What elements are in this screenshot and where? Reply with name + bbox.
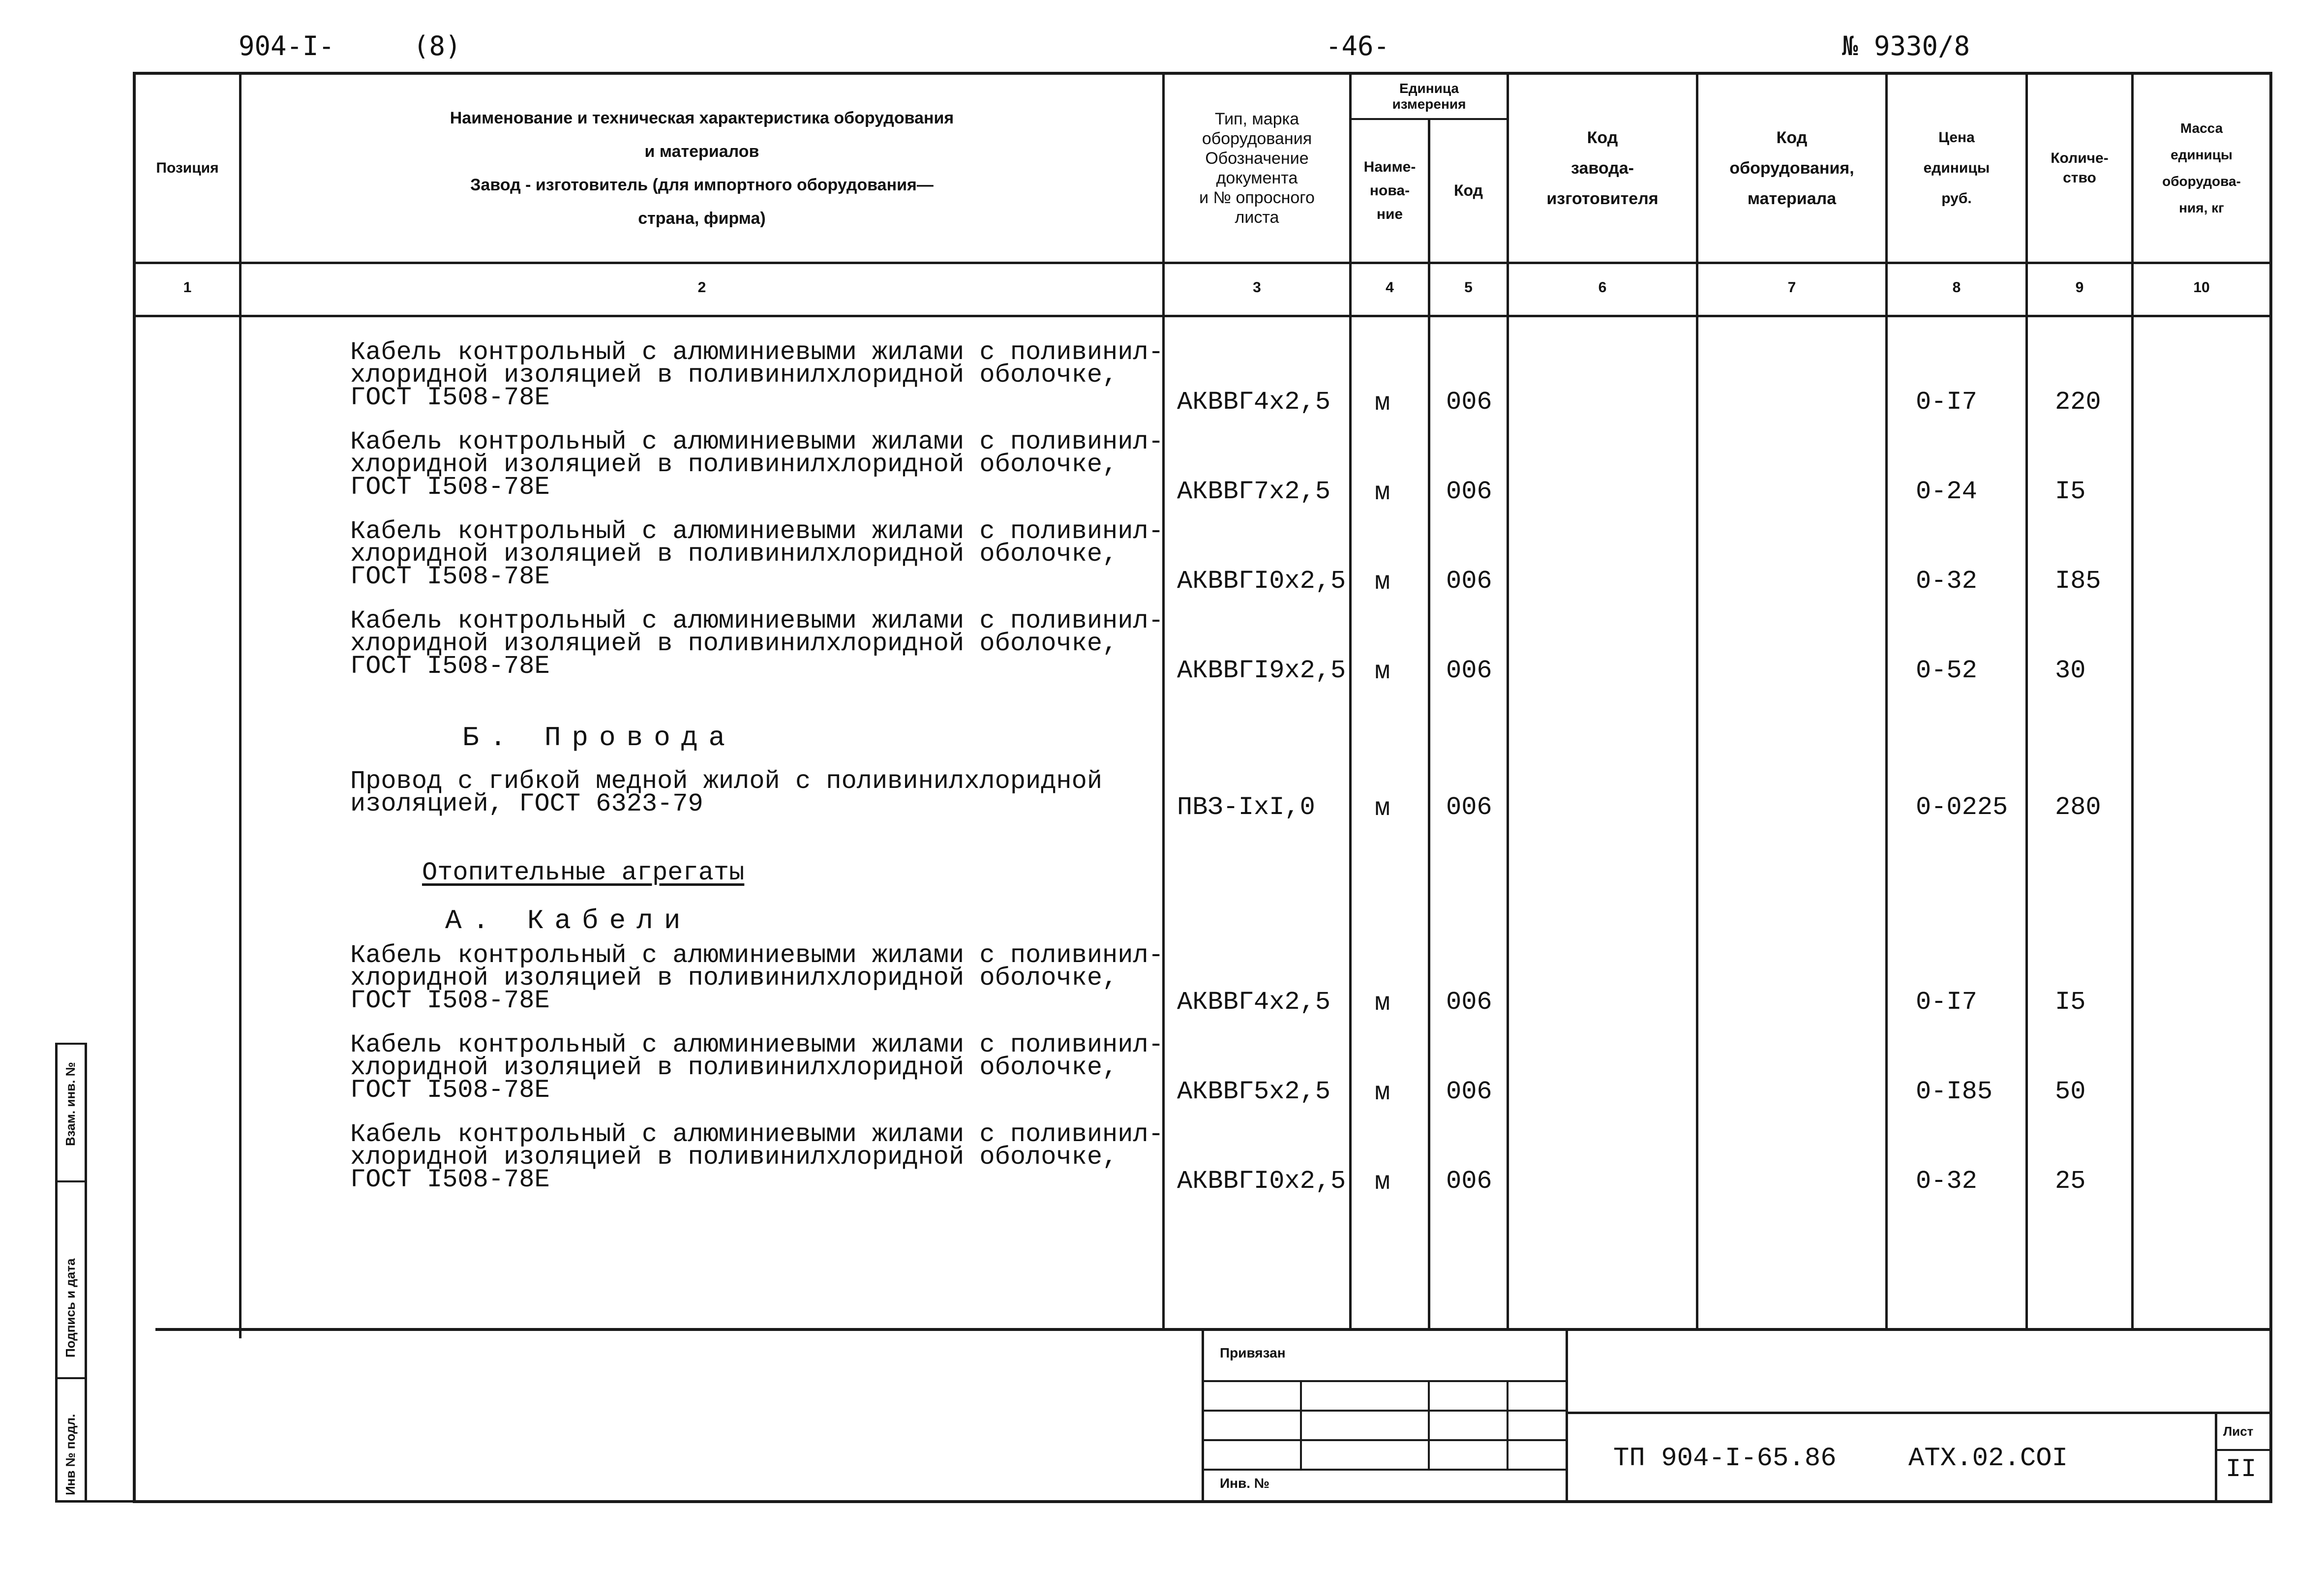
row-unit: м (1375, 478, 1390, 507)
row-type: АКВВГI0х2,5 (1177, 1167, 1346, 1196)
row-unit: м (1375, 568, 1390, 597)
column-number: 5 (1464, 279, 1473, 296)
bound-label: Привязан (1220, 1345, 1286, 1360)
document-code: АТХ.02.СОI (1908, 1444, 2068, 1474)
row-unit-code: 006 (1446, 388, 1492, 417)
row-unit: м (1375, 657, 1390, 686)
row-description: Провод с гибкой медной жилой с поливинилхлоридной изоляцией, ГОСТ 6323-79 (350, 767, 1103, 818)
signature-date-label: Подпись и дата (63, 1258, 78, 1358)
header-position: Позиция (156, 159, 219, 176)
column-number: 8 (1952, 279, 1961, 296)
row-description: Кабель контрольный с алюминиевыми жилами с поливинил- хлоридной изоляцией в поливинилхлоридной оболочке, ГОСТ I508-78Е (350, 1120, 1164, 1194)
row-unit-code: 006 (1446, 656, 1492, 685)
row-unit: м (1375, 989, 1390, 1018)
row-type: АКВВГI0х2,5 (1177, 567, 1346, 596)
row-unit-code: 006 (1446, 1167, 1492, 1196)
row-unit-code: 006 (1446, 567, 1492, 596)
row-price: 0-52 (1916, 656, 1977, 685)
page-number: -46- (1326, 30, 1390, 61)
header-name: Наименование и техническая характеристика оборудования и материалов Завод - изготовитель (для импортного оборудования— страна, фирма) (450, 109, 954, 228)
row-unit-code: 006 (1446, 793, 1492, 822)
header-manufacturer-code: Код завода- изготовителя (1546, 128, 1659, 208)
series-label: 904-I- (239, 30, 335, 61)
column-number: 3 (1253, 279, 1261, 296)
row-quantity: I85 (2055, 567, 2101, 596)
original-inventory-label: Инв № подл. (63, 1414, 78, 1495)
document-number: № 9330/8 (1842, 30, 1970, 61)
row-quantity: 220 (2055, 388, 2101, 417)
row-price: 0-I85 (1916, 1077, 1993, 1106)
section-heading: А. Кабели (445, 905, 692, 936)
row-description: Кабель контрольный с алюминиевыми жилами с поливинил- хлоридной изоляцией в поливинилхлоридной оболочке, ГОСТ I508-78Е (350, 338, 1164, 412)
row-price: 0-I7 (1916, 388, 1977, 417)
row-unit: м (1375, 389, 1390, 418)
column-number: 1 (183, 279, 192, 296)
document-designation: ТП 904-I-65.86 (1613, 1444, 1837, 1474)
row-type: АКВВГI9х2,5 (1177, 656, 1346, 685)
header-type: Тип, марка оборудования Обозначение документа и № опросного листа (1199, 110, 1315, 227)
row-quantity: 280 (2055, 793, 2101, 822)
row-type: ПВЗ-IхI,0 (1177, 793, 1315, 822)
row-quantity: 50 (2055, 1077, 2086, 1106)
row-price: 0-32 (1916, 1167, 1977, 1196)
row-type: АКВВГ4х2,5 (1177, 988, 1331, 1017)
group-heading: Отопительные агрегаты (422, 858, 745, 887)
row-unit-code: 006 (1446, 477, 1492, 506)
row-type: АКВВГ7х2,5 (1177, 477, 1331, 506)
row-price: 0-32 (1916, 567, 1977, 596)
sheet-label: Лист (2223, 1424, 2254, 1439)
inventory-label: Инв. № (1220, 1476, 1270, 1491)
row-price: 0-24 (1916, 477, 1977, 506)
row-quantity: I5 (2055, 477, 2086, 506)
row-description: Кабель контрольный с алюминиевыми жилами с поливинил- хлоридной изоляцией в поливинилхлоридной оболочке, ГОСТ I508-78Е (350, 427, 1164, 502)
row-type: АКВВГ4х2,5 (1177, 388, 1331, 417)
column-number: 10 (2193, 279, 2210, 296)
row-unit-code: 006 (1446, 1077, 1492, 1106)
column-number: 7 (1787, 279, 1796, 296)
row-unit: м (1375, 1168, 1390, 1197)
row-unit-code: 006 (1446, 988, 1492, 1017)
column-number: 4 (1386, 279, 1394, 296)
row-price: 0-0225 (1916, 793, 2008, 822)
header-unit-code: Код (1454, 181, 1483, 200)
part-label: (8) (413, 30, 461, 61)
row-unit: м (1375, 1078, 1390, 1107)
row-description: Кабель контрольный с алюминиевыми жилами с поливинил- хлоридной изоляцией в поливинилхлоридной оболочке, ГОСТ I508-78Е (350, 517, 1164, 591)
section-heading: Б. Провода (462, 722, 736, 754)
header-quantity: Количе- ство (2051, 150, 2109, 186)
header-equipment-code: Код оборудования, материала (1729, 128, 1854, 208)
column-number: 6 (1598, 279, 1607, 296)
header-unit-price: Цена единицы руб. (1923, 129, 1990, 207)
row-description: Кабель контрольный с алюминиевыми жилами с поливинил- хлоридной изоляцией в поливинилхлоридной оболочке, ГОСТ I508-78Е (350, 941, 1164, 1015)
header-unit-group: Единица измерения (1392, 81, 1466, 112)
header-unit-name: Наиме- нова- ние (1363, 159, 1416, 222)
replacement-inventory-label: Взам. инв. № (63, 1062, 78, 1146)
column-number: 9 (2075, 279, 2084, 296)
sheet-number: II (2226, 1455, 2257, 1484)
row-quantity: 30 (2055, 656, 2086, 685)
column-number: 2 (697, 279, 706, 296)
row-quantity: 25 (2055, 1167, 2086, 1196)
header-unit-mass: Масса единицы оборудова- ния, кг (2162, 121, 2241, 215)
row-price: 0-I7 (1916, 988, 1977, 1017)
row-type: АКВВГ5х2,5 (1177, 1077, 1331, 1106)
row-description: Кабель контрольный с алюминиевыми жилами с поливинил- хлоридной изоляцией в поливинилхлоридной оболочке, ГОСТ I508-78Е (350, 606, 1164, 681)
row-unit: м (1375, 794, 1390, 823)
row-description: Кабель контрольный с алюминиевыми жилами с поливинил- хлоридной изоляцией в поливинилхлоридной оболочке, ГОСТ I508-78Е (350, 1030, 1164, 1105)
row-quantity: I5 (2055, 988, 2086, 1017)
